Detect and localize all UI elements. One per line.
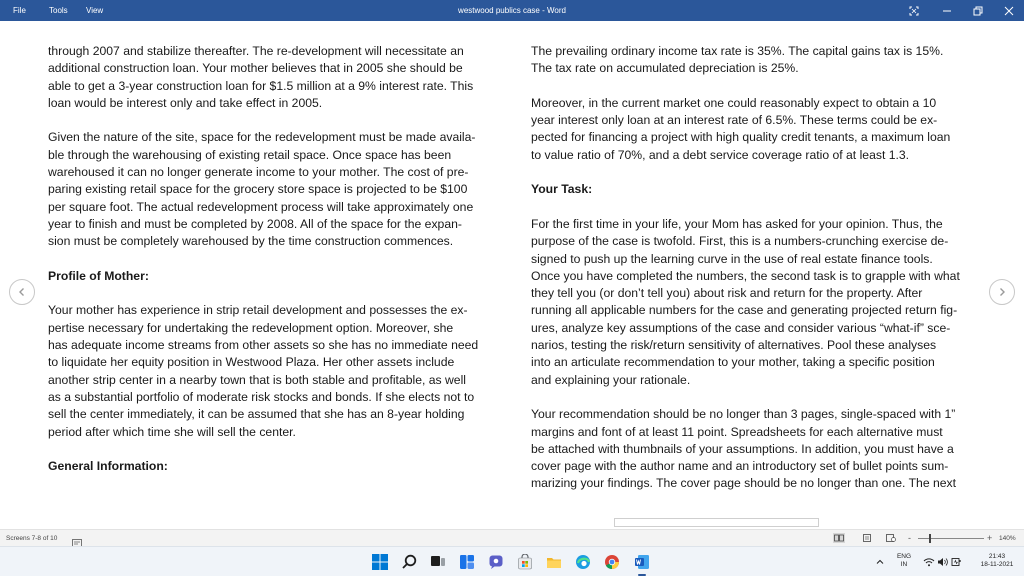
- zoom-in-button[interactable]: +: [987, 533, 993, 543]
- clock-time: 21:43: [988, 553, 1006, 560]
- task-view-icon: [430, 554, 446, 570]
- search-button[interactable]: [399, 552, 419, 572]
- text-line: pected for financing a project with high quality credit tenants, a maximum loan: [531, 130, 951, 145]
- read-mode-icon: [834, 534, 844, 542]
- system-tray-quick-settings[interactable]: [923, 552, 963, 572]
- text-line: warehoused it can no longer generate income to your mother. The cost of pre-: [48, 165, 469, 180]
- text-line: they tell you (or don’t tell you) about risk and return for the property. After: [531, 286, 923, 301]
- text-line: and explaining your rationale.: [531, 372, 691, 387]
- paragraph-spacer: [531, 199, 979, 216]
- text-line: has adequate income streams from other assets so she has no immediate need: [48, 338, 479, 353]
- text-line: pertise necessary for undertaking the redevelopment option. Moreover, she: [48, 320, 454, 335]
- zoom-slider[interactable]: [918, 538, 984, 539]
- chevron-left-icon: [17, 287, 27, 297]
- text-line: to liquidate her equity position in Westwood Plaza. Her other assets include: [48, 355, 455, 370]
- paragraph: [48, 129, 496, 250]
- section-heading: [48, 268, 496, 285]
- text-line: be attached with thumbnails of your assumptions. In addition, you must have a: [531, 441, 954, 456]
- chat-icon: [488, 554, 504, 570]
- text-line: to value ratio of 70%, and a debt service coverage ratio of at least 1.3.: [531, 147, 910, 162]
- restore-button[interactable]: [963, 0, 993, 21]
- paragraph: [531, 95, 979, 164]
- text-line: margins and font of at least 11 point. Spreadsheets for each alternative must: [531, 424, 943, 439]
- chrome-button[interactable]: [602, 552, 622, 572]
- store-icon: [517, 554, 533, 570]
- zoom-slider-thumb[interactable]: [929, 534, 931, 543]
- text-line: as a substantial portfolio of moderate risk stocks and bonds. If she elects not to: [48, 389, 475, 404]
- windows-start-button[interactable]: [370, 552, 390, 572]
- section-heading: [48, 458, 496, 475]
- text-line: Profile of Mother:: [48, 268, 149, 283]
- text-line: marizing your findings. The cover page should be no longer than one. The next: [531, 476, 957, 491]
- print-layout-icon: [862, 534, 872, 542]
- file-explorer-button[interactable]: [544, 552, 564, 572]
- widgets-icon: [459, 554, 475, 570]
- next-screen-button[interactable]: [989, 279, 1015, 305]
- clock[interactable]: [972, 553, 1022, 569]
- left-column: [48, 43, 496, 475]
- teams-chat-button[interactable]: [486, 552, 506, 572]
- paragraph-spacer: [48, 285, 496, 302]
- text-line: ures, analyze key assumptions of the case and consider various “what-if” sce-: [531, 320, 951, 335]
- text-line: ble through the warehousing of existing retail space. Once space has been: [48, 147, 452, 162]
- chevron-up-icon: [875, 557, 885, 567]
- fullscreen-button[interactable]: [899, 0, 929, 21]
- menu-tools[interactable]: Tools: [49, 6, 68, 15]
- text-line: The tax rate on accumulated depreciation is 25%.: [531, 61, 799, 76]
- text-line: General Information:: [48, 459, 168, 474]
- text-line: year to finish and must be completed by 2008. All of the space for the expan-: [48, 216, 462, 231]
- text-line: sell the center immediately, it can be assumed that she has an 8-year holding: [48, 407, 465, 422]
- show-hidden-icons-button[interactable]: [873, 552, 887, 572]
- horizontal-scrollbar[interactable]: [614, 518, 819, 527]
- text-line: Your mother has experience in strip retail development and possesses the ex-: [48, 303, 468, 318]
- title-bar: [0, 0, 1024, 21]
- text-line: loan would be interest only and take effect in 2005.: [48, 95, 323, 110]
- paragraph-spacer: [531, 389, 979, 406]
- battery-icon: [951, 557, 963, 567]
- text-line: Once you have completed the numbers, the second task is to grapple with what: [531, 268, 960, 283]
- screen-count: Screens 7-8 of 10: [6, 535, 58, 542]
- clock-date: 18-11-2021: [980, 561, 1014, 568]
- paragraph: [48, 43, 496, 112]
- wifi-icon: [923, 557, 935, 567]
- status-bar: [0, 529, 1024, 546]
- text-line: running all applicable numbers for the case and generating projected return fig-: [531, 303, 958, 318]
- text-line: Your recommendation should be no longer than 3 pages, single-spaced with 1”: [531, 407, 956, 422]
- edge-icon: [575, 554, 591, 570]
- text-line: cover page with the author name and an introductory set of bullet points sum-: [531, 459, 949, 474]
- paragraph-spacer: [48, 441, 496, 458]
- text-line: The prevailing ordinary income tax rate is 35%. The capital gains tax is 15%.: [531, 44, 944, 58]
- task-view-button[interactable]: [428, 552, 448, 572]
- paragraph-spacer: [48, 112, 496, 129]
- text-line: through 2007 and stabilize thereafter. The re-development will necessitate an: [48, 44, 464, 58]
- search-icon: [401, 554, 417, 570]
- text-line: Moreover, in the current market one could reasonably expect to obtain a 10: [531, 95, 937, 110]
- read-mode-button[interactable]: [833, 533, 845, 543]
- word-icon: [634, 554, 650, 570]
- text-line: Given the nature of the site, space for the redevelopment must be made availa-: [48, 130, 476, 145]
- text-line: purpose of the case is twofold. First, this is a numbers-crunching exercise de-: [531, 234, 949, 249]
- word-button[interactable]: [632, 552, 652, 572]
- text-line: narios, testing the risk/return sensitivity of alternatives. Pool these analyses: [531, 338, 937, 353]
- volume-icon: [937, 557, 948, 567]
- text-line: Your Task:: [531, 182, 593, 197]
- text-line: paring existing retail space for the grocery store space is projected to be $100: [48, 182, 468, 197]
- paragraph: [48, 302, 496, 440]
- paragraph: [531, 216, 979, 389]
- text-line: signed to push up the learning curve in the use of real estate finance tools.: [531, 251, 933, 266]
- text-line: period after which time she will sell the center.: [48, 424, 296, 439]
- paragraph: [531, 43, 979, 78]
- edge-button[interactable]: [573, 552, 593, 572]
- folder-icon: [546, 554, 562, 570]
- input-language[interactable]: [893, 553, 915, 569]
- text-line: into an articulate recommendation to your mother, taking a specific position: [531, 355, 935, 370]
- text-line: For the first time in your life, your Mom has asked for your opinion. Thus, the: [531, 216, 943, 231]
- text-line: sion must be completely warehoused by the time construction commences.: [48, 234, 454, 249]
- taskbar: [0, 546, 1024, 576]
- store-button[interactable]: [515, 552, 535, 572]
- print-layout-button[interactable]: [861, 533, 873, 543]
- minimize-icon: [942, 6, 952, 16]
- section-heading: [531, 181, 979, 198]
- paragraph: [531, 406, 979, 492]
- fullscreen-icon: [909, 6, 919, 16]
- text-line: another strip center in a nearby town that is both stable and profitable, as well: [48, 372, 467, 387]
- text-line: per square foot. The actual redevelopment process will take approximately one: [48, 199, 474, 214]
- zoom-out-button[interactable]: -: [908, 533, 911, 543]
- region-code: IN: [900, 561, 908, 568]
- close-button[interactable]: [994, 0, 1024, 21]
- right-column: [531, 43, 979, 493]
- previous-screen-button[interactable]: [9, 279, 35, 305]
- chrome-icon: [604, 554, 620, 570]
- language-code: ENG: [896, 553, 912, 560]
- zoom-level[interactable]: 140%: [999, 535, 1016, 542]
- chevron-right-icon: [997, 287, 1007, 297]
- web-layout-icon: [886, 534, 896, 542]
- windows-logo-icon: [372, 554, 388, 570]
- menu-file[interactable]: File: [13, 6, 26, 15]
- menu-view[interactable]: View: [86, 6, 104, 15]
- close-icon: [1004, 6, 1014, 16]
- text-line: year interest only loan at an interest rate of 6.5%. These terms could be ex-: [531, 113, 938, 128]
- paragraph-spacer: [531, 164, 979, 181]
- window-title: westwood publics case - Word: [458, 6, 566, 15]
- text-line: able to get a 3-year construction loan for $1.5 million at a 9% interest rate. This: [48, 78, 474, 93]
- paragraph-spacer: [48, 251, 496, 268]
- restore-icon: [973, 6, 983, 16]
- paragraph-spacer: [531, 78, 979, 95]
- minimize-button[interactable]: [932, 0, 962, 21]
- text-line: additional construction loan. Your mother believes that in 2005 she should be: [48, 61, 463, 76]
- widgets-button[interactable]: [457, 552, 477, 572]
- web-layout-button[interactable]: [885, 533, 897, 543]
- document-area[interactable]: [0, 21, 1024, 529]
